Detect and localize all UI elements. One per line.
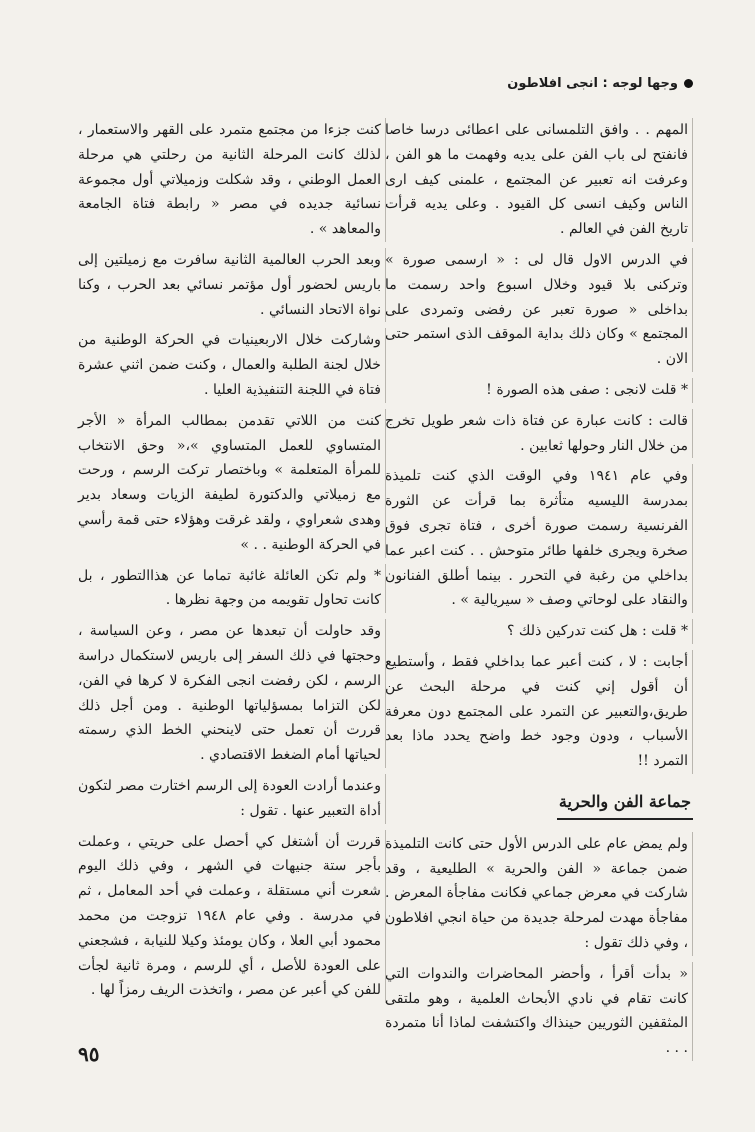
question: * ولم تكن العائلة غائبة تماما عن هذاالتطور ، بل كانت تحاول تقويمه من وجهة نظرها . xyxy=(78,564,386,614)
section-title: جماعة الفن والحرية xyxy=(557,788,693,820)
paragraph: كنت جزءا من مجتمع متمرد على القهر والاستعمار ، لذلك كانت المرحلة الثانية من رحلتي هي مرحلة العمل الوطني ، وقد شكلت وزميلاتي أول مجموعة نسائية جديده في مصر « رابطة فتاة الجامعة والمعاهد » . xyxy=(78,118,386,242)
page-header xyxy=(507,76,693,91)
page-number: ٩٥ xyxy=(78,1042,100,1066)
paragraph: كنت من اللاتي تقدمن بمطالب المرأة « الأجر المتساوي للعمل المتساوي »،« وحق الانتخاب للمرأة المتعلمة » وباختصار تركت الرسم ، ورحت مع زميلاتي والدكتورة لطيفة الزيات وسعاد بدير وهدى شعراوي ، ولقد غرقت وهؤلاء حتى قمة رأسي في الحركة الوطنية . . » xyxy=(78,409,386,558)
paragraph: وشاركت خلال الاربعينيات في الحركة الوطنية من خلال لجنة الطلبة والعمال ، وكنت ضمن اثني عشرة فتاة في اللجنة التنفيذية العليا . xyxy=(78,328,386,402)
paragraph: وبعد الحرب العالمية الثانية سافرت مع زميلتين إلى باريس لحضور أول مؤتمر نسائي بعد الحرب ، وكنا نواة الاتحاد النسائي . xyxy=(78,248,386,322)
question: * قلت لانجى : صفى هذه الصورة ! xyxy=(385,378,693,403)
paragraph: وقد حاولت أن تبعدها عن مصر ، وعن السياسة ، وحجتها في ذلك السفر إلى باريس لاستكمال دراسة الرسم ، لكن رفضت انجى الفكرة لا كرها في الفن، لكن التزاما بمسؤلياتها الوطنية . ومن أجل ذلك قررت أن تعمل حتى لاينحني الخط الذي رسمته لحياتها أمام الضغط الاقتصادي . xyxy=(78,619,386,768)
paragraph: قررت أن أشتغل كي أحصل على حريتي ، وعملت بأجر ستة جنيهات في الشهر ، وفي ذلك اليوم شعرت أني مستقلة ، وعملت في أحد المعامل ، ثم في مدرسة . وفي عام ١٩٤٨ تزوجت من محمد محمود أبي العلا ، وكان يومئذ وكيلا للنيابة ، فشجعني على العودة للأصل ، أي للرسم ، ومرة ثانية لجأت للفن كي أعبر عن مصر ، واتخذت الريف رمزاً لها . xyxy=(78,830,386,1004)
question: * قلت : هل كنت تدركين ذلك ؟ xyxy=(385,619,693,644)
paragraph: أجابت : لا ، كنت أعبر عما بداخلي فقط ، وأستطيع أن أقول إني كنت في مرحلة البحث عن طريق،والتعبير عن التمرد على المجتمع دون معرفة الأسباب ، ودون وجود خط واضح يحدد ماذا بعد التمرد !! xyxy=(385,650,693,774)
paragraph: وعندما أرادت العودة إلى الرسم اختارت مصر لتكون أداة التعبير عنها . تقول : xyxy=(78,774,386,824)
left-column xyxy=(78,118,386,1009)
right-column xyxy=(385,118,693,1067)
paragraph: المهم . . وافق التلمسانى على اعطائى درسا خاصا فانفتح لى باب الفن على يديه وفهمت ما هو الفن ، وعرفت انه تعبير عن المجتمع ، علمنى كيف ارى الناس وكيف انسى كل القيود . وعلى يديه قرأت تاريخ الفن في العالم . xyxy=(385,118,693,242)
paragraph: في الدرس الاول قال لى : « ارسمى صورة » وتركنى بلا قيود وخلال اسبوع واحد رسمت ما بداخلى « صورة تعبر عن رفضى وتمردى على المجتمع » وكان ذلك بداية الموقف الذى استمر حتى الان . xyxy=(385,248,693,372)
paragraph: وفي عام ١٩٤١ وفي الوقت الذي كنت تلميذة بمدرسة الليسيه متأثرة بما قرأت عن الثورة الفرنسية رسمت صورة أخرى ، فتاة تجرى فوق صخرة ويجرى خلفها طائر متوحش . . كنت اعبر عما بداخلي من رغبة في التحرر . بينما أطلق الفنانون والنقاد على لوحاتي وصف « سيريالية » . xyxy=(385,464,693,613)
paragraph: قالت : كانت عبارة عن فتاة ذات شعر طويل تخرج من خلال النار وحولها ثعابين . xyxy=(385,409,693,459)
header-title: وجها لوجه : انجى افلاطون xyxy=(507,76,678,91)
paragraph: « بدأت أقرأ ، وأحضر المحاضرات والندوات التي كانت تقام في نادي الأبحاث العلمية ، وهو ملتقى المثقفين الثوريين حينذاك واكتشفت لماذا أنا متمردة . . . xyxy=(385,962,693,1061)
bullet-icon xyxy=(684,79,693,88)
paragraph: ولم يمض عام على الدرس الأول حتى كانت التلميذة ضمن جماعة « الفن والحرية » الطليعية ، وقد شاركت في معرض جماعي فكانت مفاجأة المعرض . مفاجأة مهدت لمرحلة جديدة من حياة انجي افلاطون ، وفي ذلك تقول : xyxy=(385,832,693,956)
